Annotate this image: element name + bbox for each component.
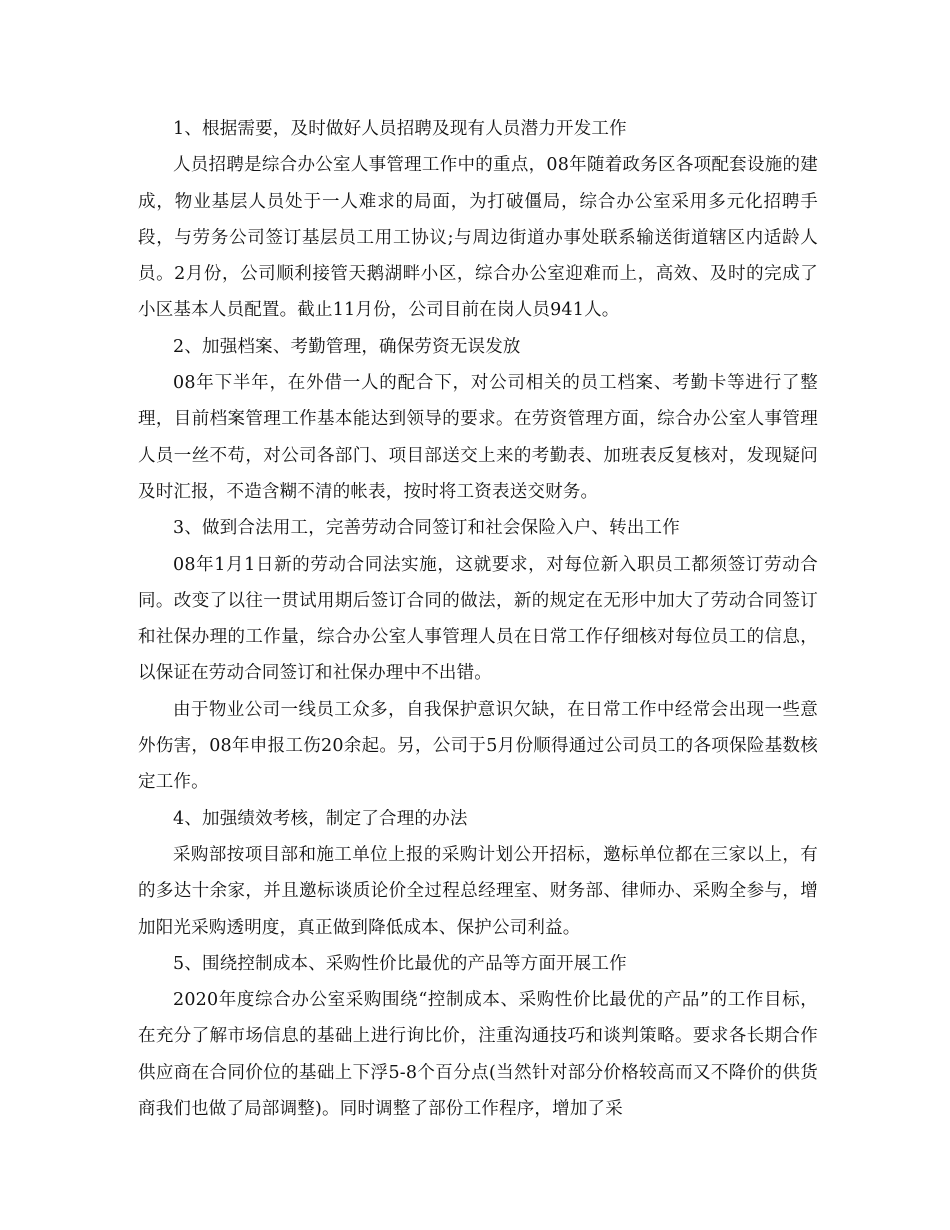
document-body	[138, 111, 818, 1127]
paragraph-cost-control: 2020年度综合办公室采购围绕“控制成本、采购性价比最优的产品”的工作目标，在充分了解市场信息的基础上进行询比价，注重沟通技巧和谈判策略。要求各长期合作供应商在合同价位的基础上下浮5-8个百分点(当然针对部分价格较高而又不降价的供货商我们也做了局部调整)。同时调整了部份工作程序，增加了采	[138, 990, 818, 1120]
paragraph-archives-attendance: 08年下半年，在外借一人的配合下，对公司相关的员工档案、考勤卡等进行了整理，目前档案管理工作基本能达到领导的要求。在劳资管理方面，综合办公室人事管理人员一丝不苟，对公司各部门、项目部送交上来的考勤表、加班表反复核对，发现疑问及时汇报，不造含糊不清的帐表，按时将工资表送交财务。	[138, 373, 818, 502]
heading-cost-control: 5、围绕控制成本、采购性价比最优的产品等方面开展工作	[173, 953, 627, 974]
paragraph-recruitment: 人员招聘是综合办公室人事管理工作中的重点，08年随着政务区各项配套设施的建成，物业基层人员处于一人难求的局面，为打破僵局，综合办公室采用多元化招聘手段，与劳务公司签订基层员工用工协议;与周边街道办事处联系输送街道辖区内适龄人员。2月份，公司顺利接管天鹅湖畔小区，综合办公室迎难而上，高效、及时的完成了小区基本人员配置。截止11月份，公司目前在岗人员941人。	[138, 155, 818, 321]
paragraph-procurement-bidding: 采购部按项目部和施工单位上报的采购计划公开招标，邀标单位都在三家以上，有的多达十余家，并且邀标谈质论价全过程总经理室、财务部、律师办、采购全参与，增加阳光采购透明度，真正做到降低成本、保护公司利益。	[138, 844, 818, 938]
heading-archives-attendance: 2、加强档案、考勤管理，确保劳资无误发放	[173, 336, 521, 357]
heading-performance: 4、加强绩效考核，制定了合理的办法	[173, 808, 468, 829]
paragraph-labor-contract: 08年1月1日新的劳动合同法实施，这就要求，对每位新入职员工都须签订劳动合同。改变了以往一贯试用期后签订合同的做法，新的规定在无形中加大了劳动合同签订和社保办理的工作量，综合办公室人事管理人员在日常工作仔细核对每位员工的信息，以保证在劳动合同签订和社保办理中不出错。	[138, 554, 818, 684]
heading-labor-contract: 3、做到合法用工，完善劳动合同签订和社会保险入户、转出工作	[173, 518, 680, 539]
paragraph-work-injury: 由于物业公司一线员工众多，自我保护意识欠缺，在日常工作中经常会出现一些意外伤害，08年申报工伤20余起。另，公司于5月份顺得通过公司员工的各项保险基数核定工作。	[138, 699, 818, 793]
heading-recruitment: 1、根据需要，及时做好人员招聘及现有人员潜力开发工作	[173, 119, 627, 139]
